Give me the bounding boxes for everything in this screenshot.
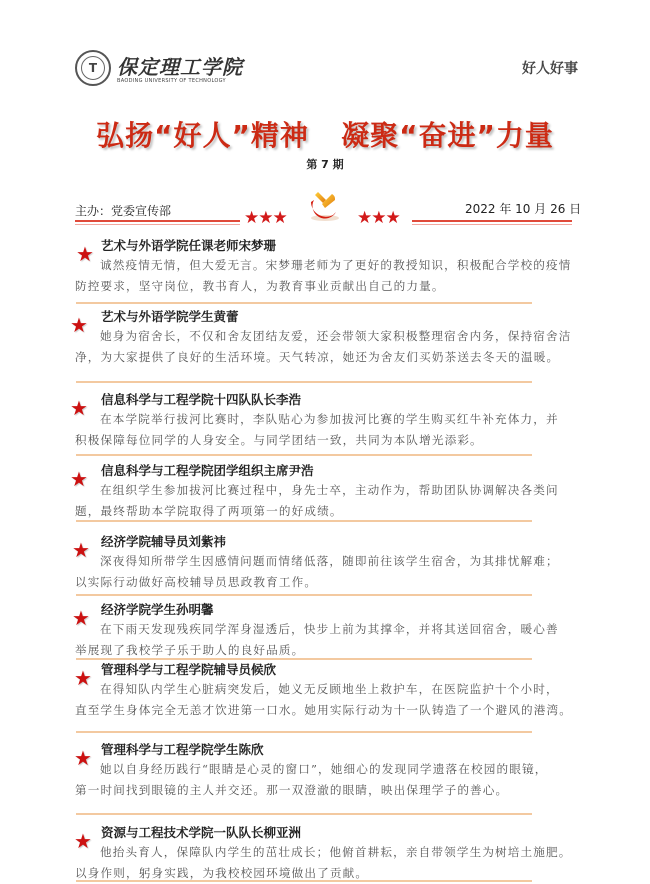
entry-body-line: 在得知队内学生心脏病突发后，她义无反顾地坐上救护车，在医院监护十个小时， bbox=[100, 682, 559, 696]
stars-left-icon: ★★★ bbox=[244, 208, 287, 228]
divider bbox=[76, 880, 532, 882]
star-icon: ★ bbox=[76, 242, 94, 266]
university-logo bbox=[75, 50, 315, 90]
header-rule-right bbox=[412, 220, 572, 222]
entry-body-line: 防控要求，坚守岗位，教书育人，为教育事业贡献出自己的力量。 bbox=[75, 279, 445, 293]
entry-body-line: 在下雨天发现残疾同学浑身湿透后，快步上前为其撑伞，并将其送回宿舍，暖心善 bbox=[100, 622, 559, 636]
entry-body-line: 她以自身经历践行“眼睛是心灵的窗口”，她细心的发现同学遗落在校园的眼镜， bbox=[100, 762, 548, 776]
divider bbox=[76, 813, 532, 815]
entry-body-line: 深夜得知所带学生因感情问题而情绪低落，随即前往该学生宿舍，为其排忧解难； bbox=[100, 554, 559, 568]
page-title: 弘扬“好人”精神 凝聚“奋进”力量 bbox=[96, 119, 554, 152]
star-icon: ★ bbox=[72, 606, 90, 630]
entry-body-line: 积极保障每位同学的人身安全。与同学团结一致，共同为本队增光添彩。 bbox=[75, 433, 483, 447]
divider bbox=[76, 731, 532, 733]
entry-body-line: 直至学生身体完全无恙才饮进第一口水。她用实际行动为十一队铸造了一个避风的港湾。 bbox=[75, 703, 573, 717]
star-icon: ★ bbox=[74, 829, 92, 853]
header-rule-left bbox=[75, 220, 240, 222]
stars-right-icon: ★★★ bbox=[357, 208, 400, 228]
entry-title: 信息科学与工程学院十四队队长李浩 bbox=[101, 392, 302, 407]
divider bbox=[76, 454, 532, 456]
entry-body-line: 净，为大家提供了良好的生活环境。天气转凉，她还为舍友们买奶茶送去冬天的温暖。 bbox=[75, 350, 560, 364]
entry-body-line: 举展现了我校学子乐于助人的良好品质。 bbox=[75, 643, 305, 657]
star-icon: ★ bbox=[74, 746, 92, 770]
entry-body-line: 以实际行动做好高校辅导员思政教育工作。 bbox=[75, 575, 318, 589]
star-icon: ★ bbox=[72, 538, 90, 562]
divider bbox=[76, 594, 532, 596]
star-icon: ★ bbox=[70, 313, 88, 337]
entry-body-line: 题，最终帮助本学院取得了两项第一的好成绩。 bbox=[75, 504, 343, 518]
entry-body-line: 在本学院举行拔河比赛时，李队贴心为参加拔河比赛的学生购买红牛补充体力，并 bbox=[100, 412, 559, 426]
publish-date: 2022 年 10 月 26 日 bbox=[465, 202, 582, 216]
header-rule-right-thin bbox=[412, 224, 572, 225]
entry-title: 管理科学与工程学院辅导员候欣 bbox=[101, 662, 277, 677]
entry-title: 管理科学与工程学院学生陈欣 bbox=[101, 742, 264, 757]
star-icon: ★ bbox=[70, 467, 88, 491]
star-icon: ★ bbox=[74, 666, 92, 690]
entry-body-line: 以身作则，躬身实践，为我校校园环境做出了贡献。 bbox=[75, 866, 369, 880]
entry-title: 信息科学与工程学院团学组织主席尹浩 bbox=[101, 463, 314, 478]
entry-title: 艺术与外语学院任课老师宋梦珊 bbox=[101, 238, 277, 253]
entry-title: 经济学院学生孙明馨 bbox=[101, 602, 214, 617]
star-icon: ★ bbox=[70, 396, 88, 420]
logo-text-en: BAODING UNIVERSITY OF TECHNOLOGY bbox=[117, 78, 226, 84]
entry-body-line: 第一时间找到眼镜的主人并交还。那一双澄澈的眼睛，映出保理学子的善心。 bbox=[75, 783, 509, 797]
entry-body-line: 诚然疫情无情，但大爱无言。宋梦珊老师为了更好的教授知识，积极配合学校的疫情 bbox=[100, 258, 572, 272]
divider bbox=[76, 520, 532, 522]
divider bbox=[76, 381, 532, 383]
logo-text-cn: 保定理工学院 bbox=[117, 55, 243, 79]
entry-title: 经济学院辅导员刘紫祎 bbox=[101, 534, 227, 549]
section-label: 好人好事 bbox=[522, 61, 578, 77]
university-seal-icon: T bbox=[75, 50, 111, 86]
party-emblem-icon bbox=[306, 188, 344, 222]
sponsor: 主办：党委宣传部 bbox=[75, 204, 172, 218]
header-rule-left-thin bbox=[75, 224, 240, 225]
entry-title: 资源与工程技术学院一队队长柳亚洲 bbox=[101, 825, 302, 840]
divider bbox=[76, 302, 532, 304]
entry-title: 艺术与外语学院学生黄蕾 bbox=[101, 309, 239, 324]
entry-body-line: 他抬头育人，保障队内学生的茁壮成长；他俯首耕耘，亲自带领学生为树培土施肥。 bbox=[100, 845, 572, 859]
entry-body-line: 她身为宿舍长，不仅和舍友团结友爱，还会带领大家积极整理宿舍内务，保持宿舍洁 bbox=[100, 329, 572, 343]
issue-number: 第 7 期 bbox=[306, 158, 344, 171]
entry-body-line: 在组织学生参加拔河比赛过程中，身先士卒，主动作为，帮助团队协调解决各类问 bbox=[100, 483, 559, 497]
